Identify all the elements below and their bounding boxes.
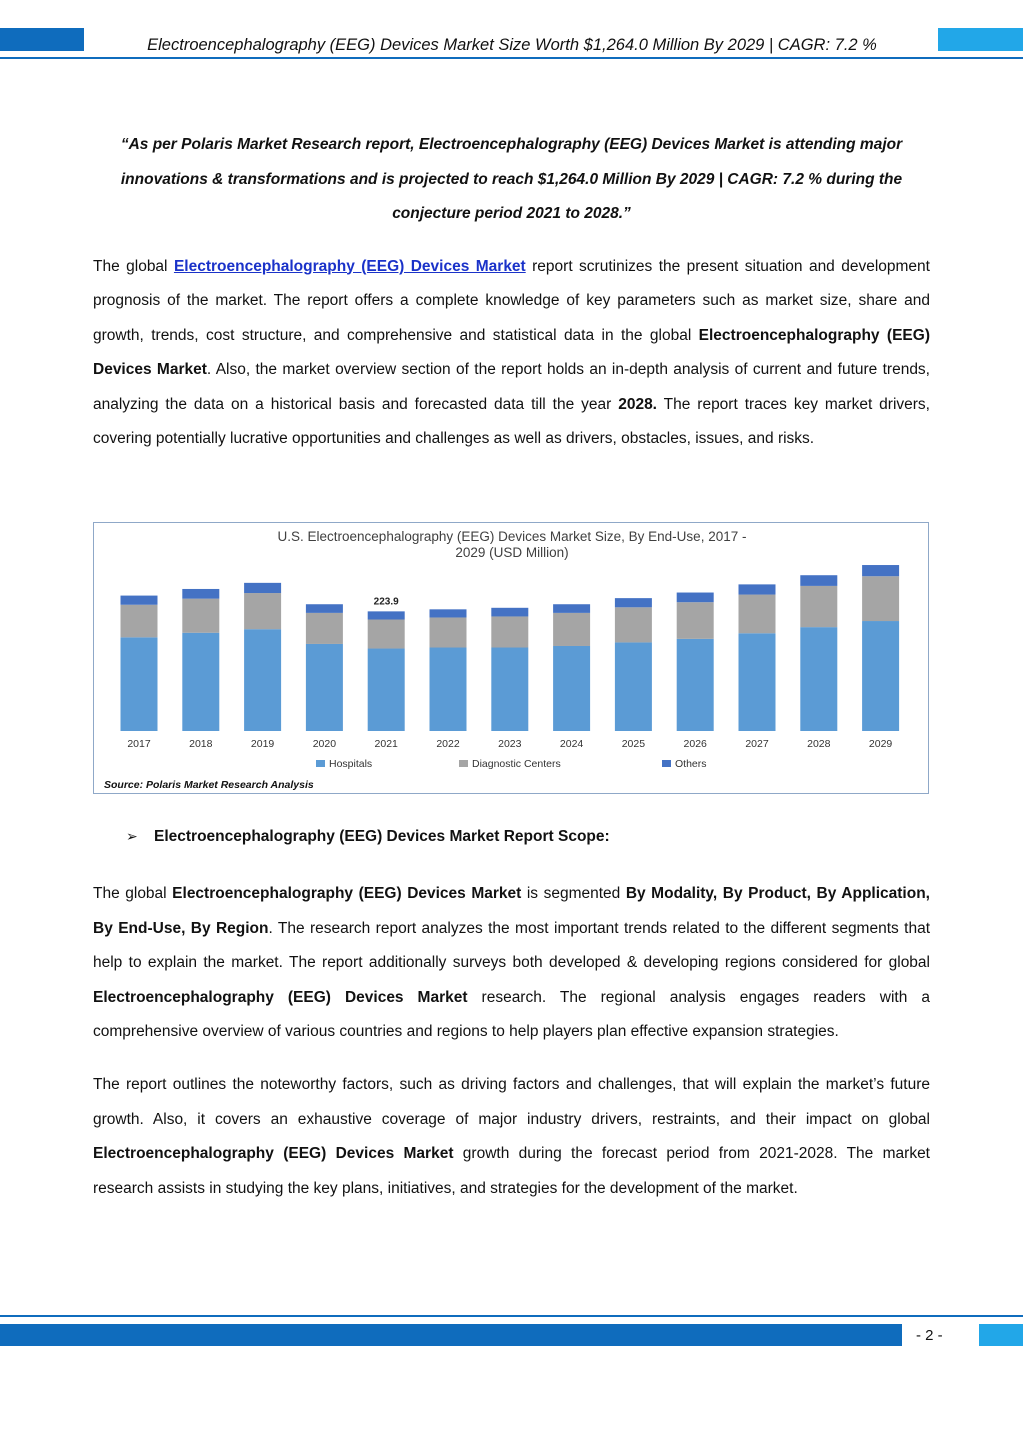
page-number: - 2 -: [916, 1327, 943, 1344]
market-chart: [93, 522, 929, 794]
legend-label: Diagnostic Centers: [472, 758, 561, 770]
text: The global: [93, 257, 174, 275]
footer-rule: [0, 1315, 1023, 1317]
header-bar-left: [0, 28, 84, 51]
bar-segment: [306, 644, 343, 731]
bar-segment: [739, 584, 776, 594]
text: growth during the forecast period from 2021-2028. The market research assists in studying the key plans, initiatives, and strategies for the development of the market.: [93, 1145, 930, 1197]
paragraph-factors: [93, 1068, 930, 1206]
text: research. The regional analysis engages readers with a comprehensive overview of various countries and regions to help players plan effective expansion strategies.: [93, 988, 930, 1041]
bold-text: Electroencephalography (EEG) Devices Market: [93, 988, 468, 1006]
bar-segment: [244, 593, 281, 629]
bar-segment: [368, 649, 405, 731]
x-tick-label: 2019: [250, 738, 275, 750]
chart-legend: [316, 758, 707, 770]
x-tick-label: 2029: [868, 738, 893, 750]
page-header-title: Electroencephalography (EEG) Devices Market Size Worth $1,264.0 Million By 2029 | CAGR: 7.2 %: [147, 36, 877, 54]
bar-segment: [862, 565, 899, 576]
bar-segment: [182, 589, 219, 599]
text: The report traces key market drivers, covering potentially lucrative opportunities and challenges as well as drivers, obstacles, issues, and risks.: [93, 395, 930, 448]
text: is segmented: [521, 885, 626, 902]
x-tick-label: 2022: [436, 738, 460, 750]
footer-bar-left: [0, 1324, 902, 1346]
bar-segment: [244, 583, 281, 593]
scope-section: [93, 877, 930, 1206]
text: The global: [93, 885, 173, 902]
bar-segment: [121, 596, 158, 605]
paragraph-segmentation: [93, 877, 930, 1050]
bar-segment: [430, 609, 467, 617]
bar-segment: [677, 593, 714, 603]
arrow-bullet-icon: ➢: [126, 828, 138, 844]
bar-segment: [553, 613, 590, 646]
bar-segment: [800, 627, 837, 731]
x-tick-label: 2025: [621, 738, 646, 750]
bold-text: Electroencephalography (EEG) Devices Market: [93, 1145, 454, 1163]
chart-x-labels: [127, 738, 892, 750]
chart-title: 2029 (USD Million): [455, 545, 569, 560]
bar-segment: [430, 648, 467, 731]
bar-segment: [244, 629, 281, 731]
legend-swatch: [316, 760, 325, 767]
x-tick-label: 2018: [189, 738, 213, 750]
section-heading-text: Electroencephalography (EEG) Devices Market Report Scope:: [154, 828, 610, 845]
chart-bars: [121, 565, 900, 731]
chart-title: U.S. Electroencephalography (EEG) Devices Market Size, By End-Use, 2017 -: [277, 529, 747, 544]
bar-segment: [121, 605, 158, 638]
text: report scrutinizes the present situation and development prognosis of the market. The report offers a complete knowledge of key parameters such as market size, share and growth, trends, cost structure, and comprehensive and statistical data in the global: [93, 257, 930, 344]
data-label: 223.9: [373, 596, 399, 608]
bar-segment: [491, 648, 528, 731]
bar-segment: [306, 613, 343, 644]
section-heading: [126, 828, 610, 846]
bar-segment: [739, 633, 776, 731]
bar-segment: [800, 575, 837, 586]
bar-segment: [677, 639, 714, 731]
bar-segment: [553, 646, 590, 731]
x-tick-label: 2027: [745, 738, 769, 750]
bar-segment: [182, 599, 219, 633]
market-link[interactable]: Electroencephalography (EEG) Devices Market: [173, 257, 526, 275]
bar-segment: [739, 595, 776, 634]
chart-source: Source: Polaris Market Research Analysis: [104, 779, 314, 791]
legend-swatch: [459, 760, 468, 767]
legend-label: Others: [675, 758, 707, 770]
x-tick-label: 2020: [312, 738, 337, 750]
header-rule: [0, 57, 1023, 59]
x-tick-label: 2017: [127, 738, 151, 750]
bar-segment: [615, 598, 652, 607]
bar-segment: [491, 616, 528, 647]
x-tick-label: 2028: [807, 738, 831, 750]
bold-text: Electroencephalography (EEG) Devices Market: [172, 885, 522, 902]
x-tick-label: 2021: [374, 738, 398, 750]
paragraph-overview: [93, 250, 930, 458]
footer-bar-right: [979, 1324, 1023, 1346]
bar-segment: [677, 602, 714, 639]
legend-label: Hospitals: [329, 758, 373, 770]
bar-segment: [491, 608, 528, 617]
bar-segment: [182, 633, 219, 731]
bar-segment: [306, 604, 343, 613]
x-tick-label: 2026: [683, 738, 707, 750]
bar-segment: [553, 604, 590, 613]
bold-text: 2028.: [618, 395, 657, 413]
bar-segment: [862, 621, 899, 731]
bar-segment: [862, 576, 899, 621]
bar-segment: [800, 586, 837, 627]
text: The report outlines the noteworthy factors, such as driving factors and challenges, that will explain the market’s future growth. Also, it covers an exhaustive coverage of major industry drivers, restraints, and their impact on global: [93, 1075, 930, 1128]
bar-segment: [615, 607, 652, 642]
legend-swatch: [662, 760, 671, 767]
chart-svg: [94, 523, 930, 795]
text: . The research report analyzes the most important trends related to the different segments that help to explain the market. The report additionally surveys both developed & developing regions considered for global: [93, 919, 931, 972]
intro-quote: “As per Polaris Market Research report, Electroencephalography (EEG) Devices Market is attending major innovations & transformations and is projected to reach $1,264.0 Million By 2029 | CAGR: 7.2 % during the conjecture period 2021 to 2028.”: [120, 136, 903, 222]
bold-text: Electroencephalography (EEG) Devices Market: [93, 326, 930, 379]
bar-segment: [430, 617, 467, 647]
header-bar-right: [938, 28, 1023, 51]
bar-segment: [121, 637, 158, 731]
bold-text: By Modality, By Product, By Application, By End-Use, By Region: [93, 885, 930, 937]
x-tick-label: 2023: [498, 738, 522, 750]
bar-segment: [368, 611, 405, 619]
intro-section: [93, 128, 930, 457]
bar-segment: [368, 620, 405, 649]
text: . Also, the market overview section of the report holds an in-depth analysis of current and future trends, analyzing the data on a historical basis and forecasted data till the year: [93, 361, 930, 413]
bar-segment: [615, 642, 652, 731]
x-tick-label: 2024: [559, 738, 584, 750]
